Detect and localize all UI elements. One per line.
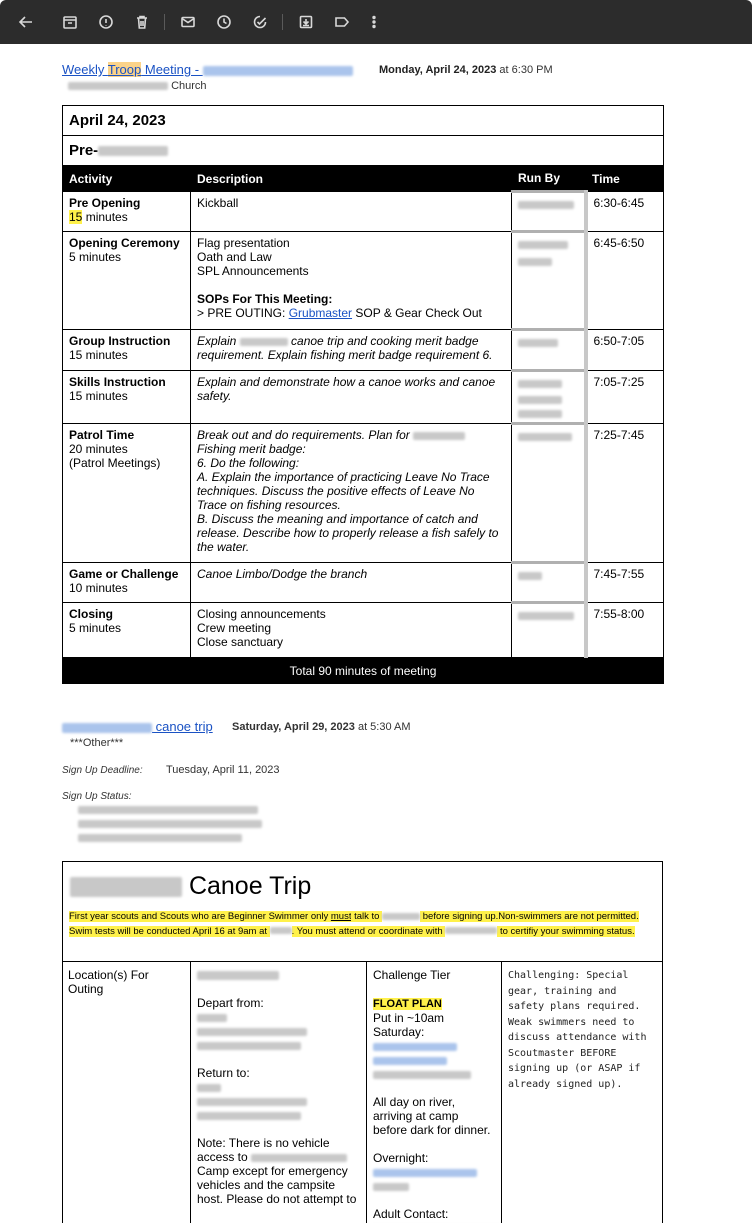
trip-date (232, 721, 411, 733)
activity-cell (63, 563, 191, 603)
redacted-text (197, 971, 279, 980)
description-cell (191, 371, 512, 424)
pre-label: Pre- (69, 141, 99, 159)
duration: 15 minutes (69, 389, 128, 403)
signup-status-label: Sign Up Status: (62, 791, 132, 802)
duration-unit: minutes (82, 210, 128, 224)
redacted-text (251, 1154, 347, 1162)
activity-name: Group Instruction (69, 334, 171, 348)
desc-suffix: canoe trip and cooking merit badge requirement. Explain fishing merit badge requirement 6. (197, 334, 493, 362)
redacted-text (197, 1084, 221, 1092)
location-label-cell (62, 962, 191, 1223)
redacted-text (518, 241, 568, 249)
activity-name: Patrol Time (69, 428, 135, 442)
duration: 15 minutes (69, 348, 128, 362)
trip-day: Saturday, April 29, 2023 (232, 721, 355, 733)
title-prefix: Weekly (62, 62, 108, 77)
header-time: Time (586, 166, 664, 192)
table-row (63, 563, 664, 603)
trip-category: ***Other*** (70, 737, 124, 749)
trip-info-grid (62, 961, 663, 1223)
location-cell (191, 962, 367, 1223)
table-row (63, 232, 664, 330)
signup-deadline-label: Sign Up Deadline: (62, 765, 143, 776)
desc-line: Crew meeting (197, 621, 272, 635)
title-highlight: Troop (107, 62, 142, 77)
desc-line: Fishing merit badge: (197, 442, 306, 456)
notice-part: to certifiy your swimming status. (497, 925, 635, 937)
desc-prefix: Break out and do requirements. Plan for (197, 428, 414, 442)
toolbar-divider (282, 14, 283, 30)
desc-line: B. Discuss the meaning and importance of catch and release. Describe how to properly release a fish safely to the water. (197, 512, 499, 554)
delete-icon[interactable] (134, 14, 150, 30)
activity-name: Skills Instruction (69, 375, 166, 389)
trip-title-link[interactable] (62, 719, 213, 734)
runby-cell (512, 330, 586, 371)
activity-sub: (Patrol Meetings) (69, 456, 161, 470)
activity-name: Closing (69, 607, 113, 621)
redacted-text (382, 913, 420, 920)
signup-deadline-value: Tuesday, April 11, 2023 (166, 764, 280, 776)
sops-title: SOPs For This Meeting: (197, 292, 333, 306)
swim-notice (69, 910, 657, 939)
challenge-desc: Challenging: Special gear, training and safety plans required. Weak swimmers need to discuss attendance with Scoutmaster BEFORE signing up (or ASAP if already signed up). (508, 970, 647, 1090)
activity-cell (63, 192, 191, 232)
trip-heading-suffix: Canoe Trip (182, 872, 312, 900)
activity-cell (63, 424, 191, 563)
activity-name: Opening Ceremony (69, 236, 180, 250)
location-text: Church (171, 80, 207, 92)
all-day-text: All day on river, arriving at camp before dark for dinner. (373, 1095, 491, 1137)
meeting-event-header (62, 62, 662, 92)
meeting-date (379, 64, 553, 76)
runby-cell (512, 424, 586, 563)
duration: 5 minutes (69, 621, 122, 635)
desc-prefix: Explain (197, 334, 240, 348)
table-row (63, 330, 664, 371)
redacted-text (518, 433, 572, 441)
redacted-text (78, 806, 258, 814)
description-cell (191, 603, 512, 658)
note-text-2: Camp except for emergency vehicles and the campsite host. Please do not attempt to (197, 1164, 357, 1206)
notice-part: talk to (351, 911, 383, 922)
trip-heading (70, 872, 311, 901)
report-spam-icon[interactable] (98, 14, 114, 30)
description-cell (191, 232, 512, 330)
header-description: Description (191, 166, 512, 192)
challenge-cell (367, 962, 502, 1223)
time-cell: 7:45-7:55 (586, 563, 664, 603)
sops-suffix: SOP & Gear Check Out (352, 306, 482, 320)
description-cell (191, 330, 512, 371)
time-cell: 6:50-7:05 (586, 330, 664, 371)
return-label: Return to: (197, 1066, 250, 1080)
desc-text: Canoe Limbo/Dodge the branch (197, 567, 368, 581)
grubmaster-link[interactable]: Grubmaster (288, 306, 353, 320)
redacted-text (518, 612, 574, 620)
desc-line: Oath and Law (197, 250, 272, 264)
meeting-day: Monday, April 24, 2023 (379, 64, 497, 76)
desc-line: SPL Announcements (197, 264, 309, 278)
overnight-label: Overnight: (373, 1151, 429, 1165)
redacted-text (78, 820, 262, 828)
activity-name: Pre Opening (69, 196, 141, 210)
redacted-text (373, 1169, 477, 1177)
time-cell: 7:25-7:45 (586, 424, 664, 563)
snooze-icon[interactable] (216, 14, 232, 30)
runby-cell (512, 232, 586, 330)
float-plan-label: FLOAT PLAN (373, 998, 442, 1010)
redacted-text (197, 1112, 301, 1120)
activity-cell (63, 232, 191, 330)
activity-cell (63, 330, 191, 371)
redacted-text (518, 258, 552, 266)
trip-event-header (62, 719, 662, 749)
agenda-date-title: April 24, 2023 (63, 106, 664, 136)
adult-contact-label: Adult Contact: (373, 1207, 449, 1221)
redacted-text (203, 66, 353, 76)
toolbar-divider (164, 14, 165, 30)
activity-cell (63, 603, 191, 658)
description-cell (191, 424, 512, 563)
back-arrow-icon[interactable] (18, 14, 34, 30)
runby-cell (512, 371, 586, 424)
redacted-text (240, 338, 288, 346)
duration-number: 15 (69, 210, 83, 224)
runby-cell (512, 603, 586, 658)
desc-line: Closing announcements (197, 607, 326, 621)
table-row (63, 371, 664, 424)
redacted-text (518, 572, 542, 580)
redacted-text (98, 146, 168, 156)
desc-text: Explain and demonstrate how a canoe works and canoe safety. (197, 375, 496, 403)
sops-prefix: > PRE OUTING: (197, 306, 289, 320)
redacted-text (518, 201, 574, 209)
depart-label: Depart from: (197, 996, 264, 1010)
redacted-text (518, 396, 562, 404)
notice-must: must (330, 911, 352, 922)
time-cell: 7:05-7:25 (586, 371, 664, 424)
redacted-text (373, 1057, 447, 1065)
header-runby: Run By (512, 166, 586, 192)
redacted-text (68, 82, 168, 90)
redacted-text (197, 1028, 307, 1036)
redacted-text (62, 723, 152, 733)
redacted-text (413, 432, 465, 440)
runby-cell (512, 563, 586, 603)
table-row (63, 192, 664, 232)
trip-time: at 5:30 AM (354, 721, 411, 733)
meeting-location (68, 80, 207, 92)
redacted-text (518, 410, 562, 418)
redacted-text (197, 1014, 227, 1022)
agenda-table (62, 105, 664, 684)
duration: 20 minutes (69, 442, 128, 456)
table-row (63, 424, 664, 563)
agenda-pre-title (63, 136, 664, 166)
notice-part: First year scouts and Scouts who are Beginner Swimmer only (69, 911, 331, 922)
trip-title-suffix: canoe trip (152, 719, 213, 734)
duration: 10 minutes (69, 581, 128, 595)
email-toolbar (0, 0, 752, 44)
mark-unread-icon[interactable] (180, 14, 196, 30)
redacted-text (197, 1098, 307, 1106)
put-in-text: Put in ~10am (373, 1011, 445, 1025)
redacted-text (197, 1042, 301, 1050)
redacted-text (518, 380, 562, 388)
agenda-total: Total 90 minutes of meeting (63, 658, 664, 684)
description-cell: Kickball (191, 192, 512, 232)
note-text: Note: There is no vehicle access to (197, 1136, 330, 1164)
redacted-text (373, 1183, 409, 1191)
title-suffix: Meeting - (141, 62, 203, 77)
table-row (63, 603, 664, 658)
redacted-text (70, 877, 182, 897)
duration: 5 minutes (69, 250, 122, 264)
meeting-time: at 6:30 PM (496, 64, 553, 76)
move-to-icon[interactable] (298, 14, 314, 30)
notice-part: . You must attend or coordinate with (291, 925, 446, 937)
signup-status-list (78, 806, 262, 848)
desc-line: Close sanctuary (197, 635, 284, 649)
runby-cell (512, 192, 586, 232)
desc-line: Flag presentation (197, 236, 290, 250)
redacted-text (270, 927, 292, 934)
header-activity: Activity (63, 166, 191, 192)
activity-name: Game or Challenge (69, 567, 179, 581)
time-cell: 6:45-6:50 (586, 232, 664, 330)
challenge-desc-cell (502, 962, 663, 1223)
redacted-text (373, 1071, 471, 1079)
desc-line: 6. Do the following: (197, 456, 300, 470)
challenge-label: Challenge Tier (373, 968, 451, 982)
redacted-text (78, 834, 242, 842)
description-cell (191, 563, 512, 603)
location-label: Location(s) For Outing (68, 968, 149, 996)
archive-icon[interactable] (62, 14, 78, 30)
saturday-label: Saturday: (373, 1025, 425, 1039)
time-cell: 7:55-8:00 (586, 603, 664, 658)
redacted-text (373, 1043, 457, 1051)
label-icon[interactable] (334, 14, 350, 30)
redacted-text (518, 339, 558, 347)
desc-line: A. Explain the importance of practicing Leave No Trace techniques. Discuss the positive effects of Leave No Trace on fishing resources. (197, 470, 490, 512)
notice-part: before signing up.Non-swimmers are not permitted. Swim tests will be conducted April 16 at 9am at (69, 911, 639, 937)
time-cell: 6:30-6:45 (586, 192, 664, 232)
more-options-icon[interactable] (366, 14, 382, 30)
meeting-title-link[interactable] (62, 62, 353, 77)
redacted-text (445, 927, 497, 934)
activity-cell (63, 371, 191, 424)
trip-details-box (62, 861, 663, 1223)
add-task-icon[interactable] (252, 14, 268, 30)
